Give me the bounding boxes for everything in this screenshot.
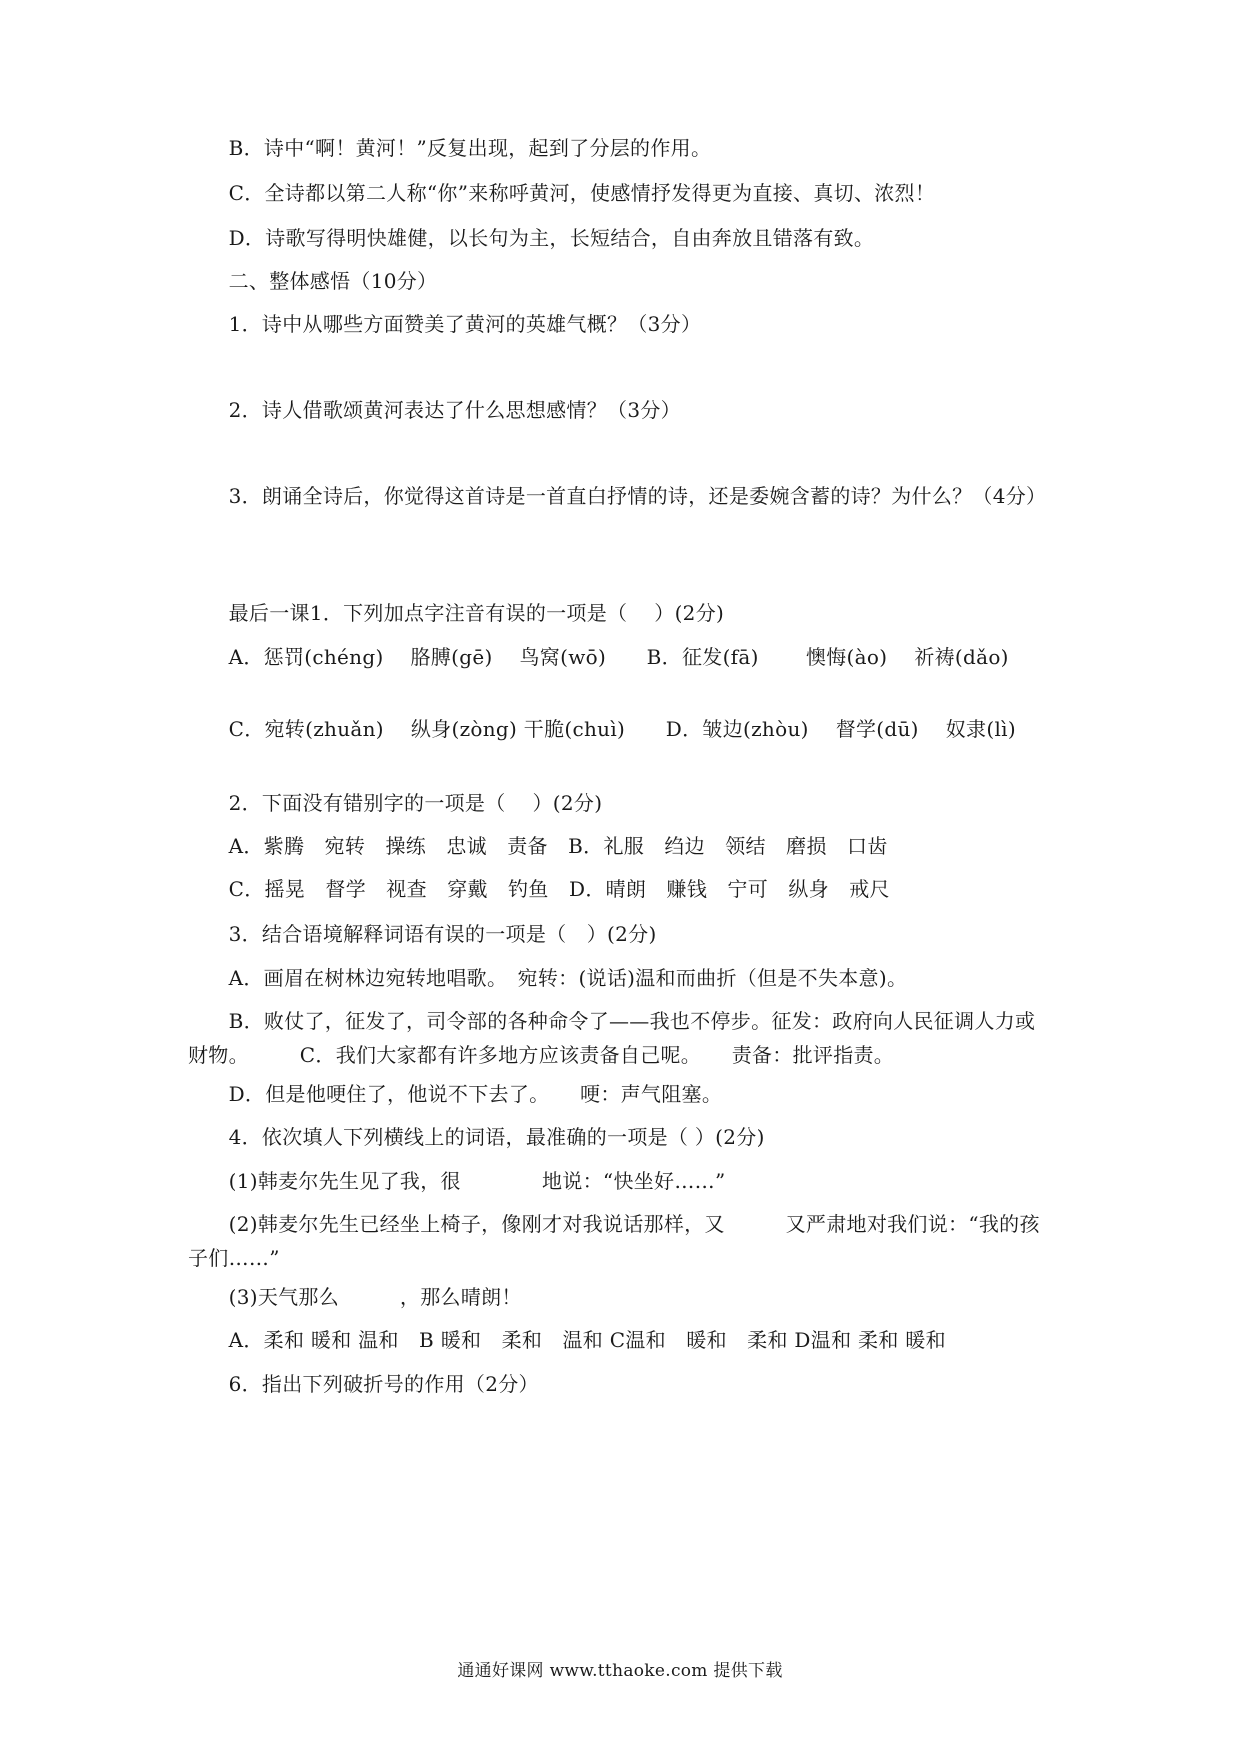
- q3-option-bc: B．败仗了，征发了，司令部的各种命令了——我也不停步。征发：政府向人民征调人力或财物。 C．我们大家都有许多地方应该责备自己呢。 责备：批评指责。: [188, 1009, 1036, 1067]
- lesson-question-2: 2．下面没有错别字的一项是（ ）(2分): [188, 791, 603, 815]
- lesson-question-1: 最后一课1．下列加点字注音有误的一项是（ ）(2分): [188, 601, 725, 625]
- q1-options-ab: A．惩罚(chéng) 胳膊(gē) 鸟窝(wō) B．征发(fā) 懊悔(ào) 祈祷(dǎo): [188, 645, 1009, 669]
- q3-option-a: A．画眉在树林边宛转地唱歌。 宛转：(说话)温和而曲折（但是不失本意)。: [188, 966, 908, 990]
- q3-option-d: D．但是他哽住了，他说不下去了。 哽：声气阻塞。: [188, 1082, 723, 1106]
- q4-blank-3: (3)天气那么 ，那么晴朗！: [188, 1285, 522, 1309]
- option-b-line: B．诗中“啊！黄河！”反复出现，起到了分层的作用。: [188, 136, 712, 160]
- q1-options-cd: C．宛转(zhuǎn) 纵身(zòng) 干脆(chuì) D．皱边(zhòu) 督学(dū) 奴隶(lì): [188, 717, 1016, 741]
- section-heading: 二、整体感悟（10分）: [188, 269, 438, 293]
- q2-options-ab: A．紫腾 宛转 操练 忠诚 责备 B．礼服 绉边 领结 磨损 口齿: [188, 834, 888, 858]
- question-1: 1．诗中从哪些方面赞美了黄河的英雄气概？（3分）: [188, 312, 702, 336]
- q4-blank-1: (1)韩麦尔先生见了我，很 地说：“快坐好……”: [188, 1169, 726, 1193]
- lesson-question-4: 4．依次填人下列横线上的词语，最准确的一项是（ ）(2分): [188, 1125, 765, 1149]
- option-d-line: D．诗歌写得明快雄健，以长句为主，长短结合，自由奔放且错落有致。: [188, 226, 875, 250]
- q4-blank-2: (2)韩麦尔先生已经坐上椅子，像刚才对我说话那样，又 又严肃地对我们说：“我的孩子们……”: [188, 1212, 1040, 1270]
- option-c-line: C．全诗都以第二人称“你”来称呼黄河，使感情抒发得更为直接、真切、浓烈！: [188, 181, 936, 205]
- lesson-question-6: 6．指出下列破折号的作用（2分）: [188, 1372, 539, 1396]
- lesson-question-3: 3．结合语境解释词语有误的一项是（ ）(2分): [188, 922, 657, 946]
- q2-options-cd: C．摇晃 督学 视查 穿戴 钓鱼 D．晴朗 赚钱 宁可 纵身 戒尺: [188, 877, 890, 901]
- question-3: 3．朗诵全诗后，你觉得这首诗是一首直白抒情的诗，还是委婉含蓄的诗？为什么？（4分）: [188, 484, 1047, 508]
- q4-options: A．柔和 暖和 温和 B 暖和 柔和 温和 C温和 暖和 柔和 D温和 柔和 暖和: [188, 1328, 946, 1352]
- question-2: 2．诗人借歌颂黄河表达了什么思想感情？（3分）: [188, 398, 681, 422]
- page-footer: 通通好课网 www.tthaoke.com 提供下载: [457, 1661, 783, 1681]
